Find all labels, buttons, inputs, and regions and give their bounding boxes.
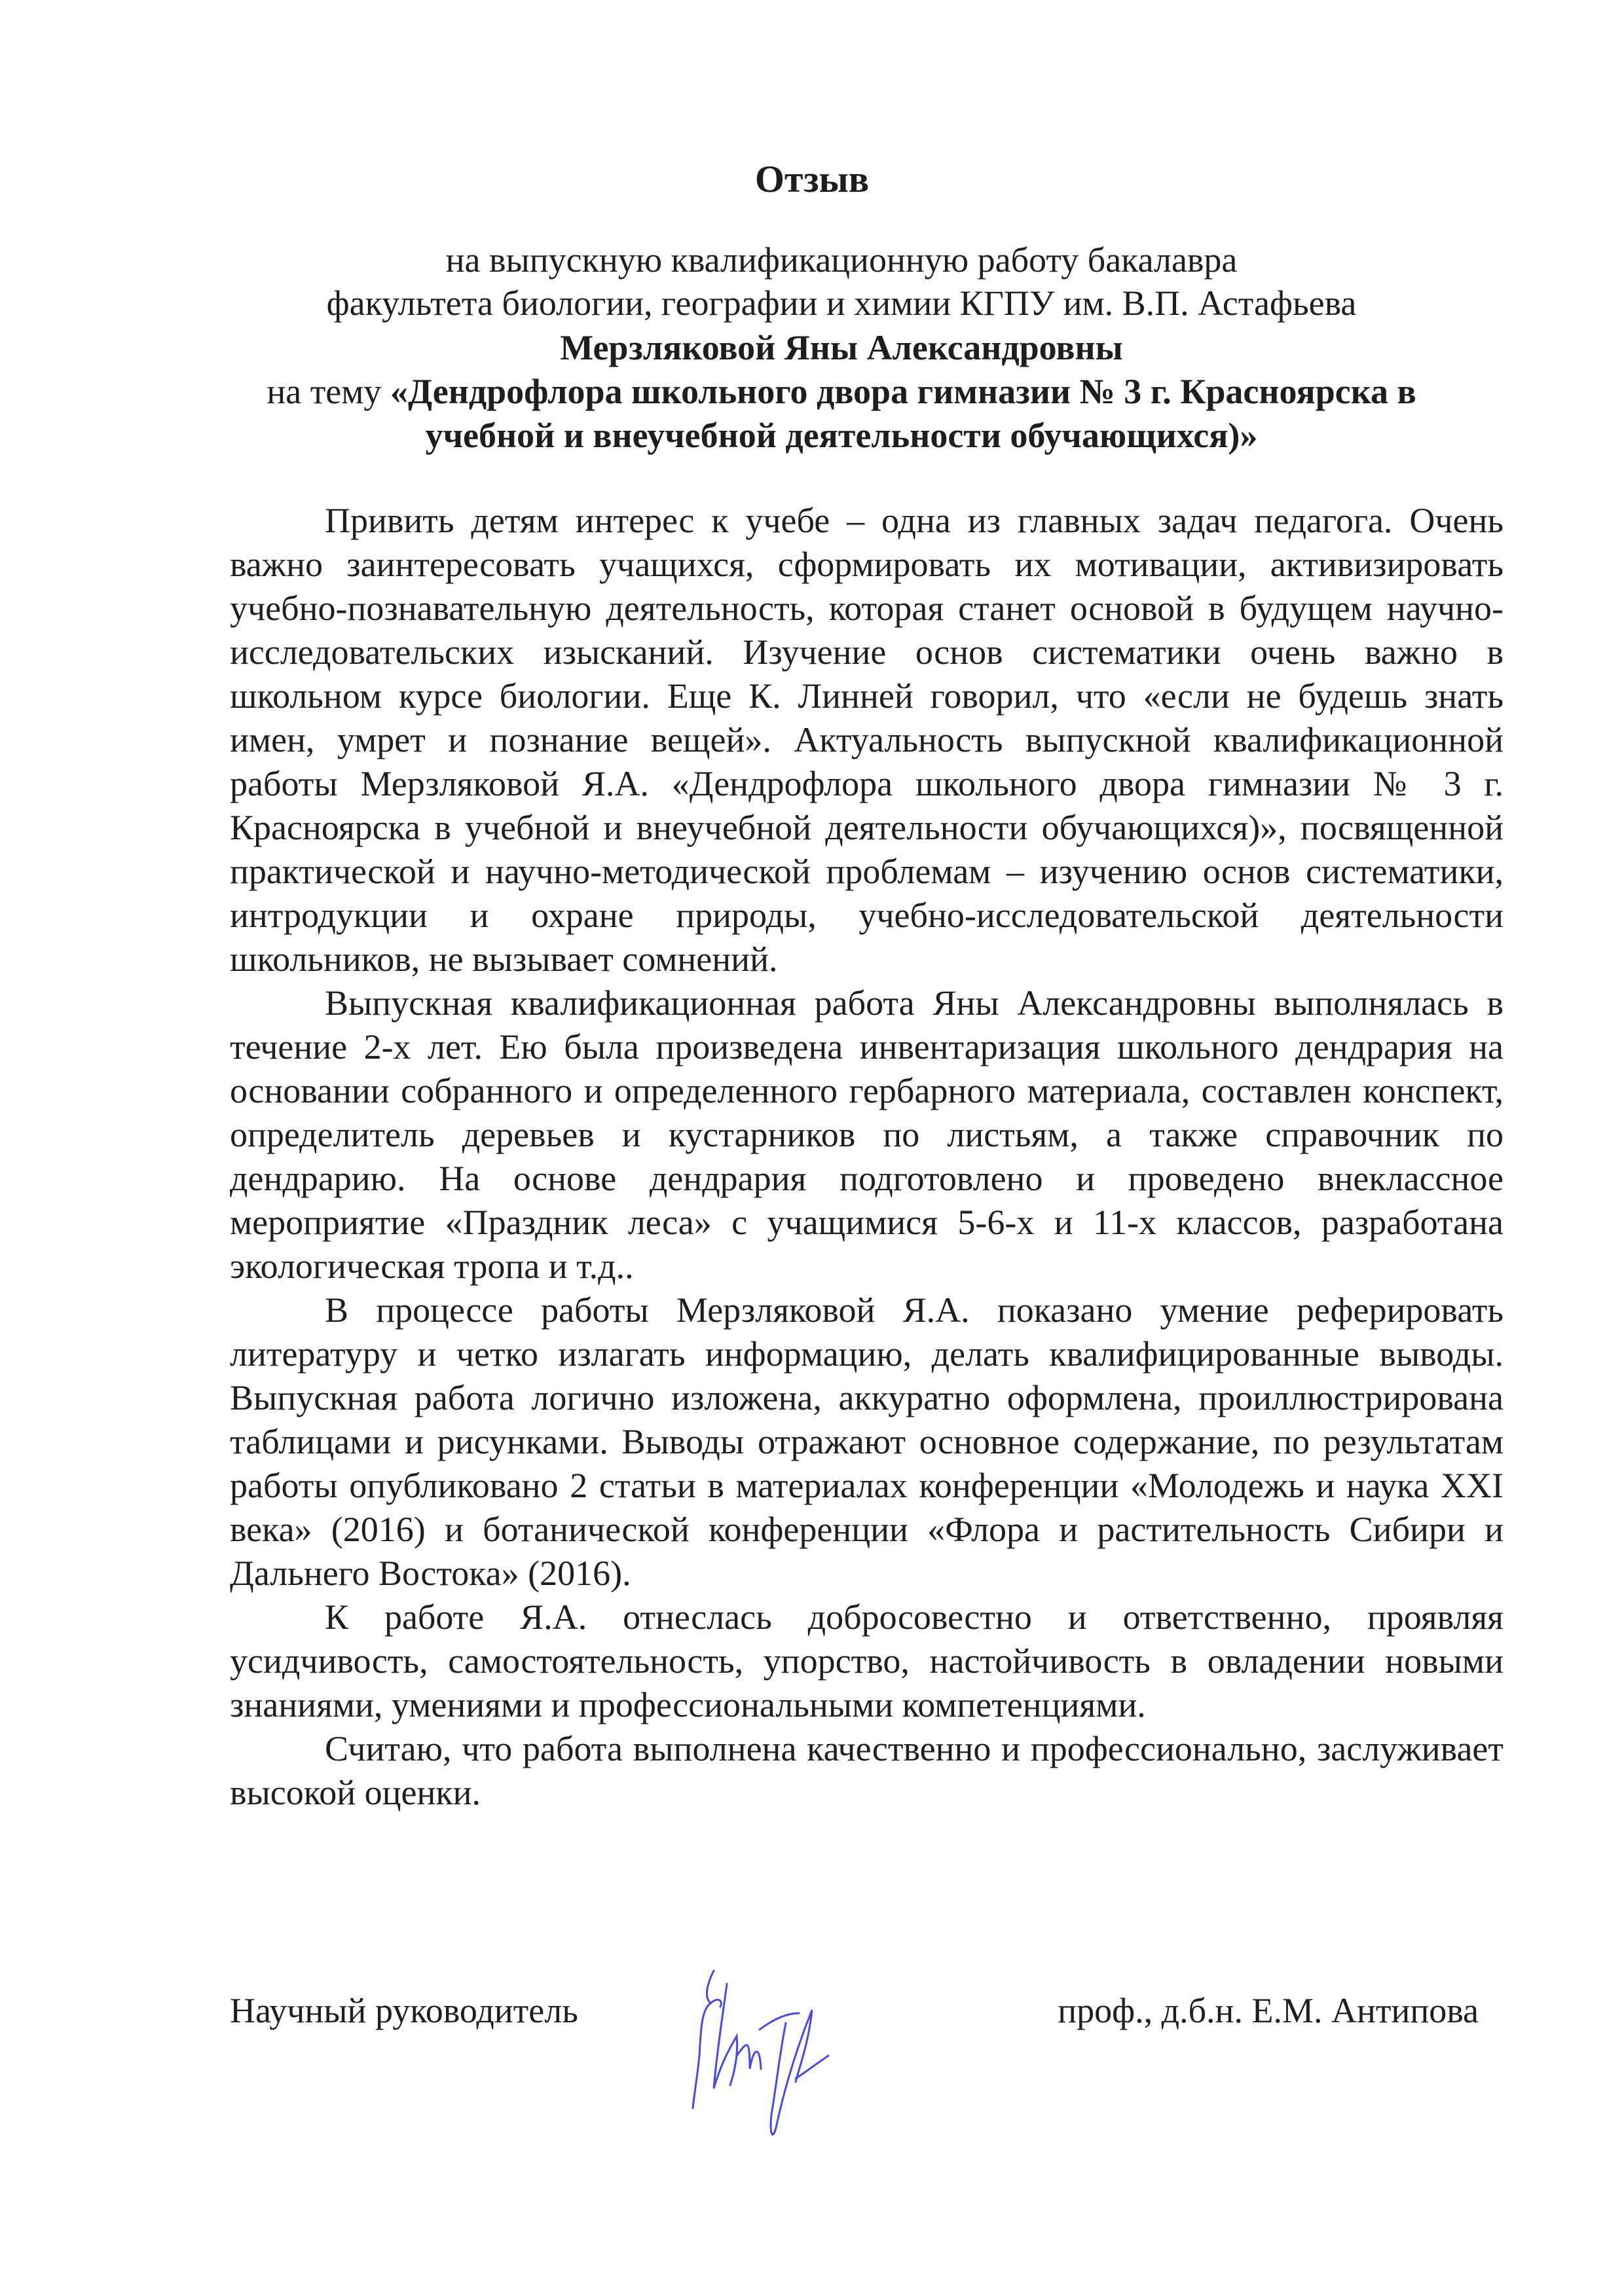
review-body: [230, 499, 1504, 1815]
signer-role: Научный руководитель: [230, 1991, 578, 2030]
paragraph-conclusion: Считаю, что работа выполнена качественно и профессионально, заслуживает высокой оценки.: [230, 1729, 1504, 1812]
student-name: Мерзляковой Яны Александровны: [560, 328, 1123, 367]
paragraph-relevance: Привить детям интерес к учебе – одна из главных задач педагога. Очень важно заинтересовать учащихся, сформировать их мотивации, активизировать учебно-познавательную деятельность, которая станет основой в будущем научно-исследовательских изысканий. Изучение основ систематики очень важно в школьном курсе биологии. Еще К. Линней говорил, что «если не будешь знать имен, умрет и познание вещей». Актуальность выпускной квалификационной работы Мерзляковой Я.А. «Дендрофлора школьного двора гимназии № 3 г. Красноярска в учебной и внеучебной деятельности обучающихся)», посвященной практической и научно-методической проблемам – изучению основ систематики, интродукции и охране природы, учебно-исследовательской деятельности школьников, не вызывает сомнений.: [230, 501, 1504, 979]
document-title: Отзыв: [754, 158, 870, 200]
paragraph-skills: В процессе работы Мерзляковой Я.А. показано умение реферировать литературу и четко излагать информацию, делать квалифицированные выводы. Выпускная работа логично изложена, аккуратно оформлена, проиллюстрирована таблицами и рисунками. Выводы отражают основное содержание, по результатам работы опубликовано 2 статьи в материалах конференции «Молодежь и наука XXI века» (2016) и ботанической конференции «Флора и растительность Сибири и Дальнего Востока» (2016).: [230, 1290, 1504, 1593]
subtitle-line-1: на выпускную квалификационную работу бакалавра: [445, 240, 1238, 280]
subtitle-line-2: факультета биологии, географии и химии КГПУ им. В.П. Астафьева: [326, 283, 1357, 323]
paragraph-work-done: Выпускная квалификационная работа Яны Александровны выполнялась в течение 2-х лет. Ею была произведена инвентаризация школьного дендрария на основании собранного и определенного гербарного материала, составлен конспект, определитель деревьев и кустарников по листьям, а также справочник по дендрарию. На основе дендрария подготовлено и проведено внеклассное мероприятие «Праздник леса» с учащимися 5-6-х и 11-х классов, разработана экологическая тропа и т.д..: [230, 983, 1504, 1286]
signer-name: проф., д.б.н. Е.М. Антипова: [1058, 1991, 1479, 2030]
topic-line-1: [196, 370, 1486, 413]
paragraph-attitude: К работе Я.А. отнеслась добросовестно и ответственно, проявляя усидчивость, самостоятельность, упорство, настойчивость в овладении новыми знаниями, умениями и профессиональными компетенциями.: [230, 1597, 1504, 1724]
topic-title-part-1: «Дендрофлора школьного двора гимназии № 3 г. Красноярска в: [390, 372, 1416, 411]
topic-prefix: на тему: [267, 372, 390, 411]
topic-line-2: учебной и внеучебной деятельности обучающихся)»: [425, 416, 1258, 455]
handwritten-signature: [688, 1958, 936, 2154]
